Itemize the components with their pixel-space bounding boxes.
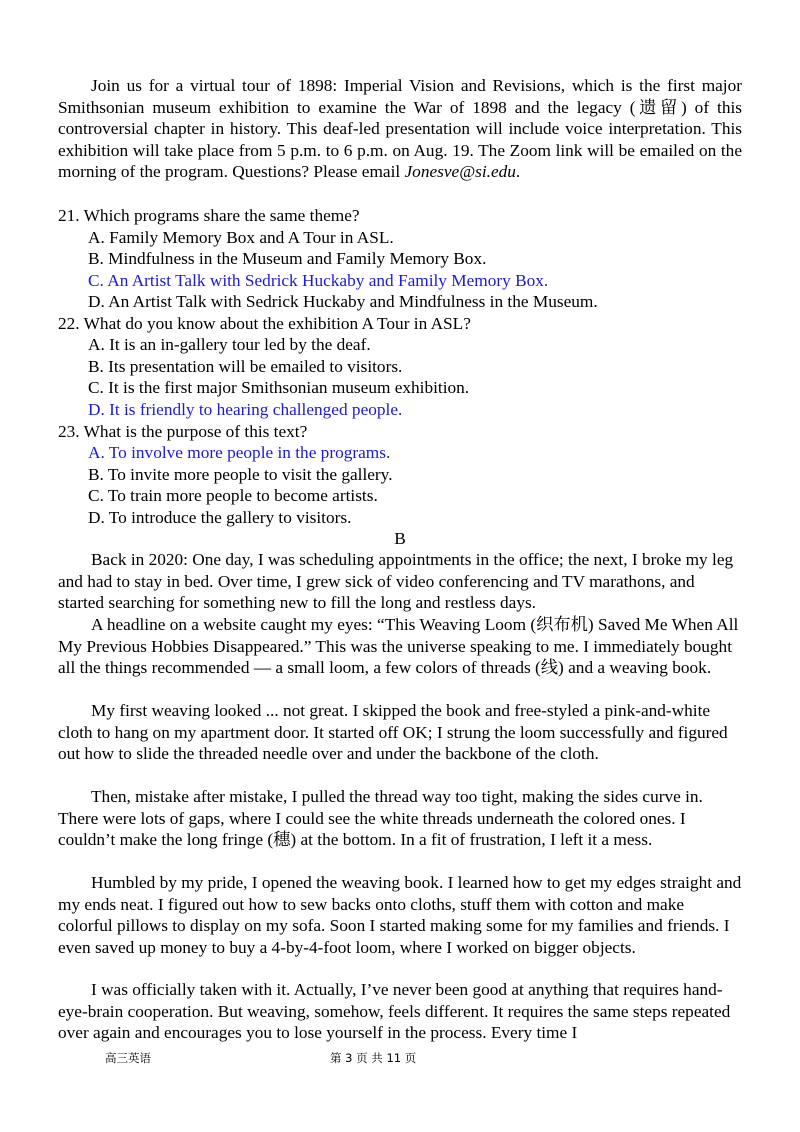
passage-b-paragraph-2: A headline on a website caught my eyes: “This Weaving Loom (织布机) Saved Me When All My Previous Hobbies Disappeared.” This was the universe speaking to me. I immediately bought all the things recommended — a small loom, a few colors of threads (线) and a weaving book. [58,615,739,678]
passage-a-final-paragraph [58,75,742,183]
passage-b-paragraph-3: My first weaving looked ... not great. I skipped the book and free-styled a pink-and-white cloth to hang on my apartment door. It started off OK; I strung the loom successfully and figured out how to slide the threaded needle over and under the backbone of the cloth. [58,701,728,764]
question-number: 21. [58,206,80,225]
option-23-c: C. To train more people to become artists. [88,486,378,505]
question-stem: Which programs share the same theme? [83,206,360,225]
question-number: 22. [58,314,80,333]
question-22 [58,313,748,335]
contact-email: Jonesve@si.edu [404,162,516,182]
question-number: 23. [58,422,80,441]
passage-a-text: Join us for a virtual tour of 1898: Imperial Vision and Revisions, which is the first major Smithsonian museum exhibition to examine the War of 1898 and the legacy (遗留) of this controversial chapter in history. This deaf-led presentation will include voice interpretation. This exhibition will take place from 5 p.m. to 6 p.m. on Aug. 19. The Zoom link will be emailed on the morning of the program. Questions? Please email [58,76,742,182]
passage-b-paragraph-6: I was officially taken with it. Actually, I’ve never been good at anything that requires hand-eye-brain cooperation. But weaving, somehow, feels different. It requires the same steps repeated over again and encourages you to lose yourself in the process. Every time I [58,980,731,1043]
email-period: . [515,162,521,182]
option-22-b: B. Its presentation will be emailed to visitors. [88,357,403,376]
question-21 [58,205,748,227]
option-23-d: D. To introduce the gallery to visitors. [88,508,352,527]
option-22-c: C. It is the first major Smithsonian museum exhibition. [88,378,470,397]
footer-subject: 高三英语 [105,1051,151,1065]
passage-b-paragraph-5: Humbled by my pride, I opened the weaving book. I learned how to get my edges straight and my ends neat. I figured out how to sew backs onto cloths, stuff them with cotton and make colorful pillows to display on my sofa. Soon I started making some for my families and friends. I even saved up money to buy a 4-by-4-foot loom, where I worked on bigger objects. [58,873,742,957]
option-23-a-answer: A. To involve more people in the programs. [88,443,391,462]
option-21-c-answer: C. An Artist Talk with Sedrick Huckaby and Family Memory Box. [88,271,549,290]
question-stem: What do you know about the exhibition A Tour in ASL? [83,314,471,333]
option-21-b: B. Mindfulness in the Museum and Family Memory Box. [88,249,487,268]
option-23-b: B. To invite more people to visit the gallery. [88,465,393,484]
passage-b-paragraph-1: Back in 2020: One day, I was scheduling appointments in the office; the next, I broke my leg and had to stay in bed. Over time, I grew sick of video conferencing and TV marathons, and started searching for something new to fill the long and restless days. [58,550,734,613]
option-21-d: D. An Artist Talk with Sedrick Huckaby and Mindfulness in the Museum. [88,292,598,311]
question-stem: What is the purpose of this text? [83,422,308,441]
option-22-a: A. It is an in-gallery tour led by the deaf. [88,335,371,354]
question-23 [58,421,748,443]
option-21-a: A. Family Memory Box and A Tour in ASL. [88,228,394,247]
passage-b-paragraph-4: Then, mistake after mistake, I pulled the thread way too tight, making the sides curve in. There were lots of gaps, where I could see the white threads underneath the colored ones. I couldn’t make the long fringe (穗) at the bottom. In a fit of frustration, I left it a mess. [58,787,703,850]
footer-page-number: 第 3 页 共 11 页 [330,1051,417,1065]
option-22-d-answer: D. It is friendly to hearing challenged people. [88,400,403,419]
section-label: B [394,529,406,548]
